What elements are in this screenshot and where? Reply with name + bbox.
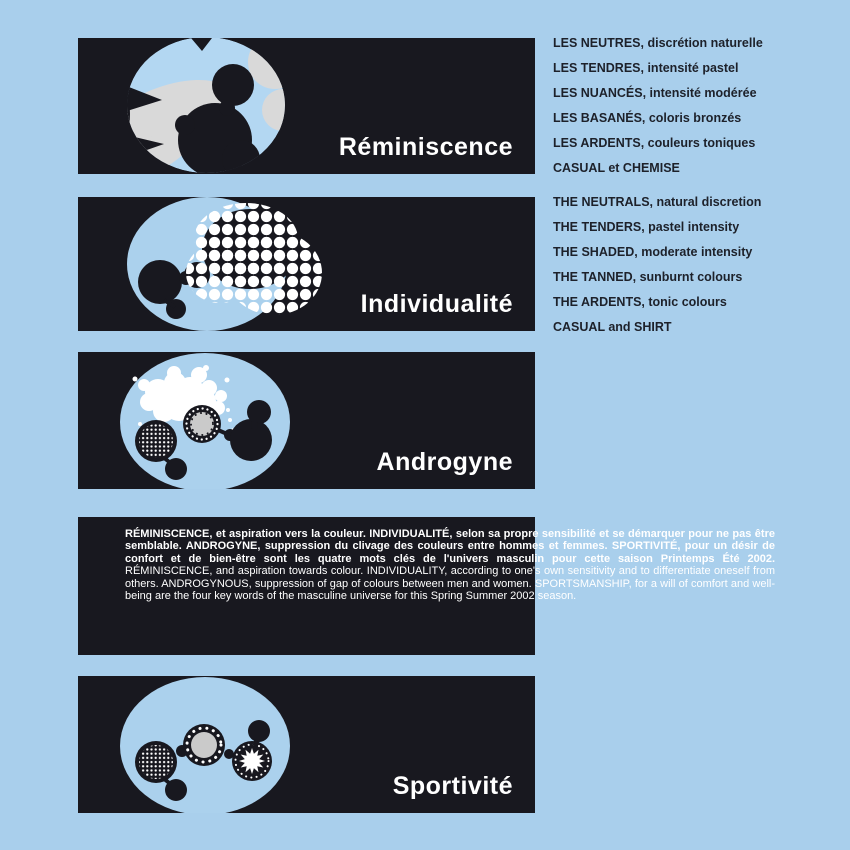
palette-item: THE ARDENTS, tonic colours (553, 295, 727, 309)
palette-item: THE NEUTRALS, natural discretion (553, 195, 762, 209)
palette-item: LES NEUTRES, discrétion naturelle (553, 36, 763, 50)
panel-title-individualite: Individualité (360, 290, 513, 318)
panel-reminiscence (78, 38, 535, 174)
intro-french-text: RÉMINISCENCE, et aspiration vers la couleur. INDIVIDUALITÉ, selon sa propre sensibilité et se démarquer pour ne pas être semblable. ANDROGYNE, suppression du clivage des couleurs entre hommes et femmes. SPORTIVITÉ, pour un désir de confort et de bien-être sont les quatre mots clés de l'univers masculin pour cette saison Printemps Été 2002. (125, 528, 775, 565)
palette-item: LES ARDENTS, couleurs toniques (553, 136, 756, 150)
palette-item: THE TANNED, sunburnt colours (553, 270, 743, 284)
panel-title-androgyne: Androgyne (376, 448, 513, 476)
palette-list-english (553, 190, 761, 340)
panel-androgyne (78, 352, 535, 489)
palette-item: LES TENDRES, intensité pastel (553, 61, 739, 75)
palette-item: CASUAL and SHIRT (553, 320, 672, 334)
palette-item: THE SHADED, moderate intensity (553, 245, 753, 259)
panel-title-reminiscence: Réminiscence (338, 133, 513, 161)
palette-list-french (553, 31, 763, 181)
palette-item: LES NUANCÉS, intensité modérée (553, 86, 757, 100)
intro-english-text: RÉMINISCENCE, and aspiration towards colour. INDIVIDUALITY, according to one's own sensitivity and to differentiate oneself from others. ANDROGYNOUS, suppression of gap of colours between men and women. SPORTSMANSHIP, for a will of comfort and well-being are the four key words of the masculine universe for this Spring Summer 2002 season. (125, 565, 775, 603)
palette-item: THE TENDERS, pastel intensity (553, 220, 740, 234)
panel-individualite (78, 197, 535, 331)
panel-title-sportivite: Sportivité (392, 772, 513, 800)
panel-sportivite (78, 676, 535, 813)
palette-item: LES BASANÉS, coloris bronzés (553, 111, 742, 125)
palette-item: CASUAL et CHEMISE (553, 161, 680, 175)
intro-paragraph (125, 528, 775, 602)
